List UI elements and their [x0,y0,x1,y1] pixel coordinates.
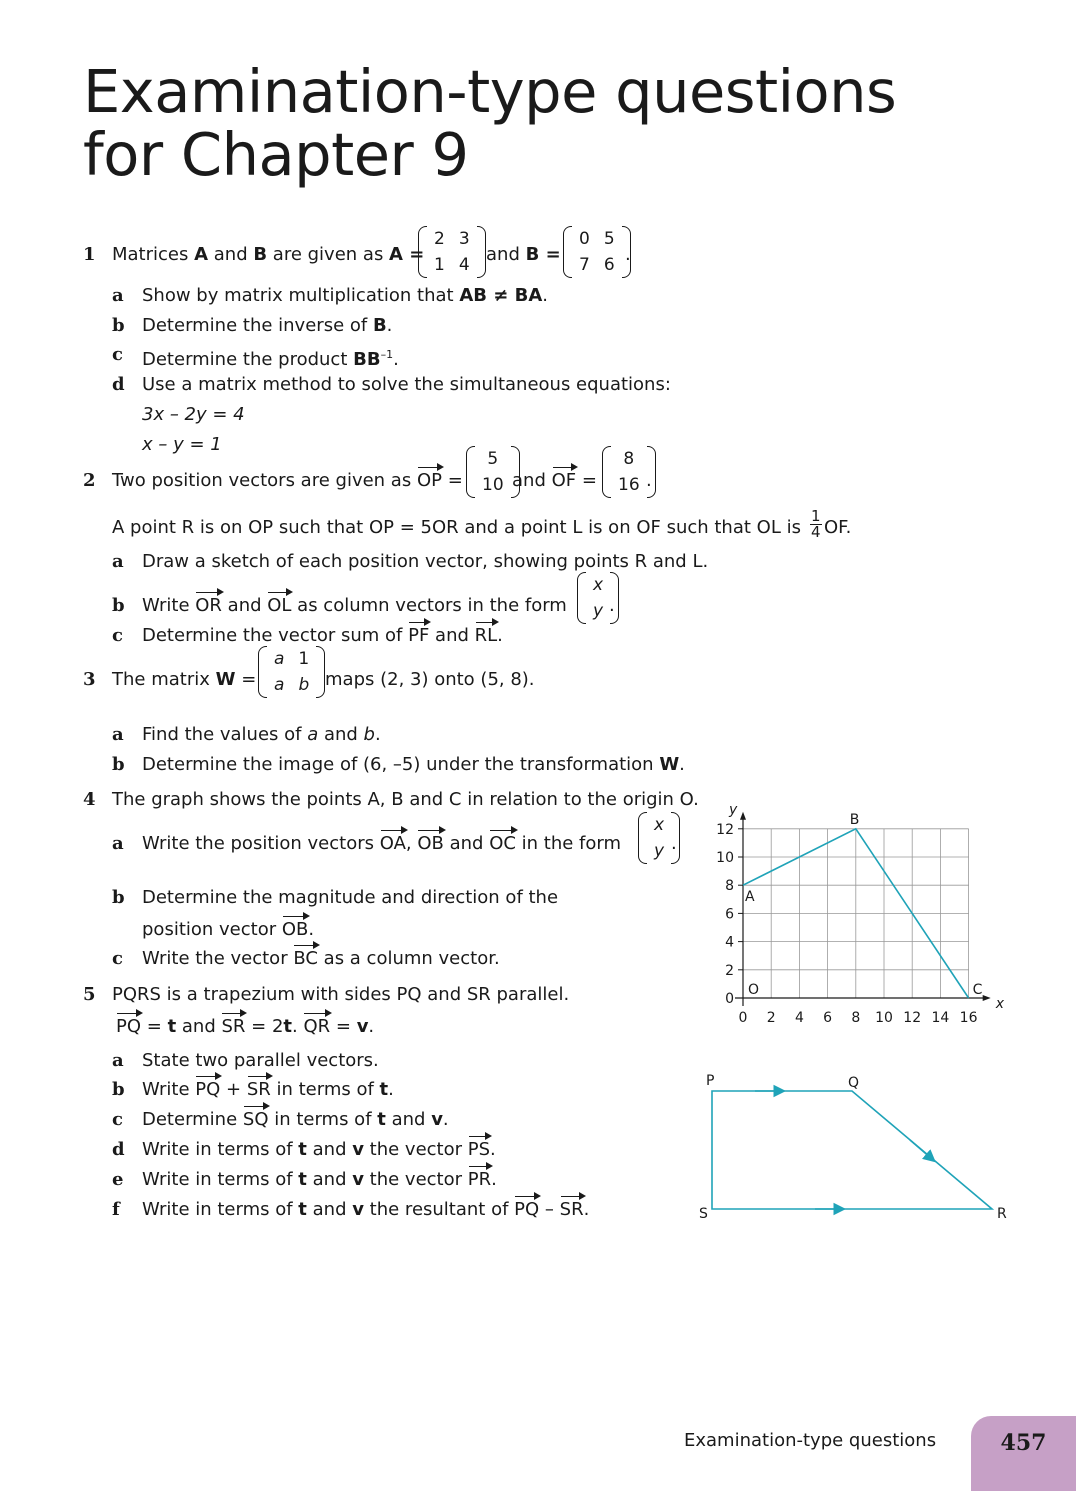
part-text: Draw a sketch of each position vector, showing points R and L. [142,551,709,572]
matrix-cell: 6 [603,255,615,275]
matrix-cell: 5 [603,229,615,249]
q1-stem-text: are given as [267,244,390,265]
vector-bc: BC [293,948,318,969]
part-label: b [112,754,125,775]
part-label: c [112,625,123,646]
vector-pq: PQ [195,1079,221,1100]
part-text: . [490,1139,496,1160]
vector-op: OP [416,470,442,491]
matrix-cell: 1 [298,649,310,669]
part-text: and [443,833,490,854]
page-number-tab [971,1416,1076,1491]
q4-stem-text: The graph shows the points A, B and C in relation to the origin O. [112,789,699,810]
part-label: c [112,1109,123,1130]
q5-text: and [176,1016,222,1037]
x-tick-label: 2 [766,1010,776,1026]
vector-of: OF [551,470,577,491]
part-text: and [318,724,364,745]
vector-pr: PR [467,1169,492,1190]
fraction-denominator: 4 [811,523,821,541]
matrix-eq-b: B = [525,244,561,265]
part-text: Write [142,595,196,616]
part-label: c [112,344,123,365]
part-label: d [112,374,125,395]
trapezium-shape [712,1091,992,1209]
q2-stem-text: and [512,470,552,491]
q5-text: = [141,1016,168,1037]
vector-cell: 5 [487,449,499,469]
q2-stem-text: Two position vectors are given as [112,470,417,491]
equation-1: 3x – 2y = 4 [142,404,245,425]
vector-cell: 10 [482,475,504,495]
part-sup: –1 [380,348,394,361]
part-text: Determine the product [142,349,354,370]
part-text: . [386,315,393,336]
q1-stem-text: and [486,244,526,265]
x-axis-label: x [995,996,1004,1012]
part-text: . [497,625,503,646]
vertex-p: P [706,1073,715,1089]
part-text: and [221,595,268,616]
part-text: Write in terms of [142,1169,299,1190]
part-label: b [112,315,125,336]
part-text: and [385,1109,432,1130]
matrix-name-w: W [659,754,680,775]
y-tick-label: 10 [716,850,734,866]
q4-part-a: a Write the position vectors OA, OB and OC in the form x y . [0,812,690,882]
vector-v: v [352,1139,364,1160]
fraction-numerator: 1 [811,507,821,525]
vertex-r: R [997,1206,1007,1222]
vector-t: t [167,1016,177,1037]
vector-cell: 16 [618,475,640,495]
vector-v: v [352,1199,364,1220]
part-text: Find the values of [142,724,308,745]
part-text: Use a matrix method to solve the simultaneous equations: [142,374,671,395]
vector-t: t [298,1169,307,1190]
q2-stem-text: = [576,470,597,491]
part-label: a [112,833,124,854]
point-label-a: A [745,889,755,906]
part-text: Write the position vectors [142,833,380,854]
part-text: in the form [515,833,622,854]
x-tick-label: 14 [931,1010,950,1026]
q1-stem-text: Matrices [112,244,195,265]
question-number: 5 [83,984,96,1005]
part-text: . [388,1079,394,1100]
matrix-cell: 2 [434,229,445,249]
point-label-o: O [748,982,760,998]
vector-pq: PQ [116,1016,142,1037]
vector-sq: SQ [242,1109,269,1130]
matrix-cell: b [298,675,310,695]
vector-v: v [431,1109,443,1130]
matrix-b [563,226,631,278]
matrix-cell: a [274,649,285,669]
part-text: Determine the image of (6, –5) under the transformation [142,754,660,775]
x-tick-label: 6 [823,1010,833,1026]
vector-rl: RL [474,625,498,646]
matrix-name-w: W [215,669,236,690]
part-text: the vector [363,1139,468,1160]
vector-ps: PS [467,1139,491,1160]
x-tick-label: 0 [738,1010,748,1026]
vector-cell: x [593,575,604,595]
part-text: Write in terms of [142,1139,299,1160]
question-number: 1 [83,244,96,265]
part-text: and [306,1169,353,1190]
part-label: b [112,595,125,616]
q2-stem: 2 Two position vectors are given as OP = 5 10 and OF = 8 16 . [0,446,700,516]
vector-oa: OA [379,833,406,854]
vector-or: OR [195,595,222,616]
vector-sr: SR [246,1079,271,1100]
y-tick-label: 8 [725,878,734,895]
q5-text: . [292,1016,304,1037]
part-label: f [112,1199,120,1220]
vector-cell: y [654,841,665,861]
question-number: 4 [83,789,96,810]
matrix-a [418,226,486,278]
y-tick-label: 4 [725,934,734,951]
part-label: b [112,887,125,908]
part-text: Write in terms of [142,1199,299,1220]
q5-text: . [368,1016,375,1037]
graph-grid [743,829,969,998]
part-text: . [393,349,399,370]
x-axis-arrow [983,995,991,1001]
part-text: . [583,1199,590,1220]
x-tick-label: 4 [794,1010,804,1026]
x-tick-label: 8 [851,1010,861,1026]
vector-t: t [377,1109,386,1130]
part-text: Determine the inverse of [142,315,373,336]
part-expr: B [372,315,387,336]
part-text: Determine the magnitude and direction of the [142,887,559,908]
part-text: State two parallel vectors. [142,1050,379,1071]
variable: a [307,724,319,745]
part-expr: AB ≠ BA [459,285,543,306]
part-text: as column vectors in the form [291,595,567,616]
arrow-qr [910,1140,932,1159]
part-text: Show by matrix multiplication that [142,285,460,306]
vector-pf: PF [408,625,430,646]
vector-ob: OB [281,919,309,940]
q2-text: OF. [824,517,852,538]
part-text: . [308,919,315,940]
y-tick-label: 0 [725,991,734,1007]
part-text: . [491,1169,497,1190]
vector-sr: SR [559,1199,584,1220]
y-tick-label: 6 [725,906,734,923]
q2-text: A point R is on OP such that OP = 5OR and a point L is on OF such that OL is [112,517,801,538]
part-label: e [112,1169,124,1190]
footer-label: Examination-type questions [684,1430,937,1451]
q2-part-b: b Write OR and OL as column vectors in the form x y . [0,572,700,640]
y-axis-arrow [740,812,746,820]
q5-definitions [116,1015,374,1039]
vertex-q: Q [848,1075,860,1091]
part-text: in terms of [270,1079,380,1100]
vector-t: t [379,1079,389,1100]
part-text: . [542,285,548,306]
matrix-cell: 3 [458,229,470,249]
point-label-c: C [972,982,983,998]
q5-stem-text: PQRS is a trapezium with sides PQ and SR parallel. [112,984,570,1005]
part-text: as a column vector. [317,948,500,969]
part-text: , [405,833,418,854]
vector-pq: PQ [514,1199,540,1220]
part-text: Write the vector [142,948,294,969]
matrix-cell: 4 [458,255,470,275]
part-text: – [539,1199,560,1220]
vector-qr: QR [303,1016,331,1037]
part-label: b [112,1079,125,1100]
vector-ob: OB [417,833,444,854]
x-tick-label: 12 [903,1010,922,1026]
y-axis-label: y [729,801,738,818]
variable: b [363,724,375,745]
vector-v: v [352,1169,364,1190]
part-label: a [112,1050,124,1071]
q1-stem-text: and [208,244,254,265]
vector-cell: y [593,601,604,621]
part-label: c [112,948,123,969]
part-label: a [112,724,124,745]
q4-part-b-line2 [142,918,314,942]
vector-cell: x [654,815,665,835]
q2-line2 [112,509,872,549]
question-number: 3 [83,669,96,690]
part-text: and [306,1139,353,1160]
q5-text: = [330,1016,357,1037]
matrix-eq-a: A = [389,244,425,265]
x-tick-label: 10 [875,1010,893,1026]
point-label-b: B [849,811,860,828]
q5-text: = 2 [245,1016,284,1037]
part-label: a [112,551,124,572]
coordinate-graph [700,790,1020,1035]
vector-v: v [356,1016,369,1037]
vertex-s: S [699,1206,708,1222]
x-tick-label: 16 [959,1010,978,1026]
part-label: a [112,285,124,306]
part-text: Write [142,1079,196,1100]
q3-stem-text: maps (2, 3) onto (5, 8). [325,669,535,690]
part-text: and [429,625,475,646]
page-title: Examination-type questions for Chapter 9 [83,57,897,189]
part-label: d [112,1139,125,1160]
question-number: 2 [83,470,96,491]
matrix-cell: 1 [434,255,445,275]
matrix-cell: 0 [579,229,590,249]
part-text: + [220,1079,247,1100]
part-text: and [306,1199,353,1220]
matrix-name-b: B [253,244,268,265]
part-text: . [374,724,381,745]
matrix-name-a: A [194,244,209,265]
q3-stem [0,646,700,716]
matrix-w [258,646,325,698]
vector-cell: 8 [623,449,635,469]
vector-ol: OL [267,595,292,616]
part-text: Determine the vector sum of [142,625,409,646]
y-tick-label: 12 [716,821,734,838]
equation-2: x – y = 1 [142,434,222,455]
vector-t: t [298,1199,307,1220]
part-text: the resultant of [363,1199,515,1220]
part-text: . [679,754,685,775]
matrix-cell: a [274,675,285,695]
vector-t: t [283,1016,293,1037]
vector-t: t [298,1139,307,1160]
part-text: Determine [142,1109,243,1130]
vector-oc: OC [489,833,516,854]
part-text: the vector [363,1169,468,1190]
q3-stem-text: The matrix [112,669,216,690]
q1-stem: 1 Matrices A and B are given as A = 2 3 1 4 and B = 0 5 7 6 . [0,226,700,284]
part-expr: BB [353,349,381,370]
y-tick-label: 2 [725,962,734,979]
vector-sr: SR [221,1016,246,1037]
fraction-quarter [810,509,822,540]
part-text: position vector [142,919,282,940]
part-text: in terms of [268,1109,378,1130]
part-text: . [442,1109,449,1130]
page-number: 457 [1000,1430,1047,1456]
matrix-cell: 7 [579,255,590,275]
trapezium-diagram [695,1070,1015,1230]
q3-stem-text: = [235,669,257,690]
q2-stem-text: = [441,470,463,491]
